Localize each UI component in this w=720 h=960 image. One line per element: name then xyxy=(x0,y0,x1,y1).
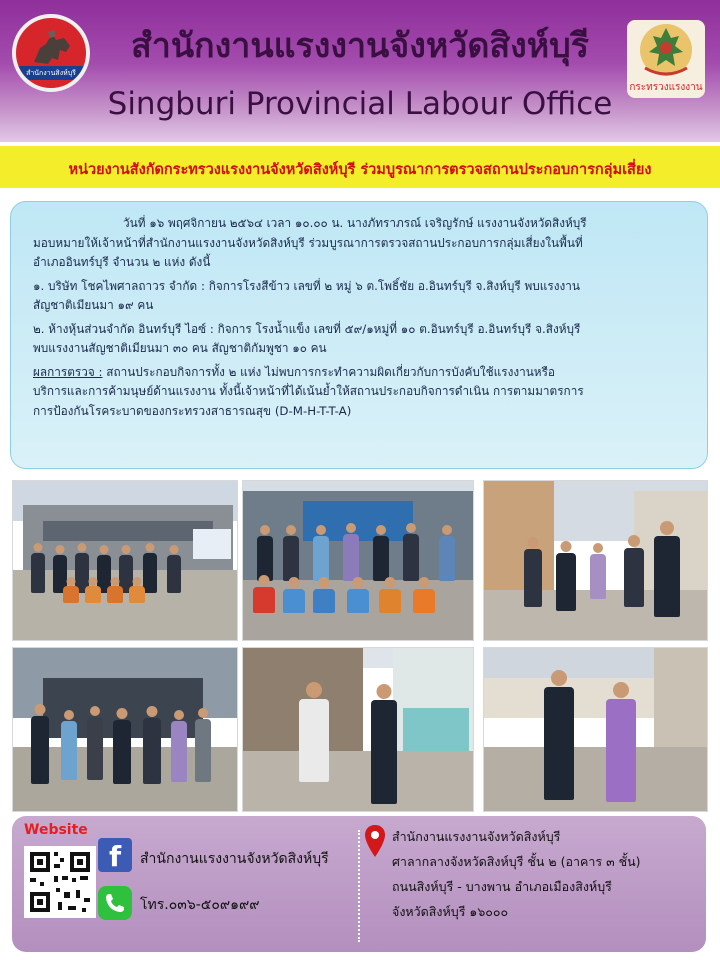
intro-line: อำเภออินทร์บุรี จำนวน ๒ แห่ง ดังนี้ xyxy=(33,255,211,269)
news-body xyxy=(33,214,693,425)
intro-line: วันที่ ๑๖ พฤศจิกายน ๒๕๖๔ เวลา ๑๐.๐๐ น. นางภัทราภรณ์ เจริญรักษ์ แรงงานจังหวัดสิงห์บุรี xyxy=(123,216,587,230)
item-line: สัญชาติเมียนมา ๑๙ คน xyxy=(33,298,154,312)
website-label: Website xyxy=(24,822,88,838)
inspection-photo xyxy=(242,647,474,812)
item-1 xyxy=(33,277,693,316)
header-banner xyxy=(0,0,720,142)
ministry-logo xyxy=(627,20,705,98)
address-line: สำนักงานแรงงานจังหวัดสิงห์บุรี xyxy=(392,829,561,844)
logo-right-text: กระทรวงแรงงาน xyxy=(629,82,703,93)
page-title-thai: สำนักงานแรงงานจังหวัดสิงห์บุรี xyxy=(130,26,590,66)
warrior-horse-icon xyxy=(30,28,74,68)
ministry-emblem-icon xyxy=(627,20,705,82)
address-line: ถนนสิงห์บุรี - บางพาน อำเภอเมืองสิงห์บุรี xyxy=(392,879,612,894)
inspection-photo xyxy=(12,480,238,641)
inspection-photo xyxy=(483,647,708,812)
result-line: บริการและการค้ามนุษย์ด้านแรงงาน ทั้งนี้เจ้าหน้าที่ได้เน้นย้ำให้สถานประกอบกิจการดำเนิน การตามมาตรการ xyxy=(33,384,584,398)
inspection-photo xyxy=(483,480,708,641)
item-2 xyxy=(33,320,693,359)
item-line: พบแรงงานสัญชาติเมียนมา ๓๐ คน สัญชาติกัมพูชา ๑๐ คน xyxy=(33,341,327,355)
headline-text: หน่วยงานสังกัดกระทรวงแรงงานจังหวัดสิงห์บุรี ร่วมบูรณาการตรวจสถานประกอบการกลุ่มเสี่ยง xyxy=(68,162,652,178)
location-pin-icon xyxy=(364,824,386,858)
office-address xyxy=(392,824,641,924)
inspection-photo xyxy=(242,480,474,641)
intro-paragraph xyxy=(33,214,693,273)
content-box xyxy=(10,201,708,469)
logo-left-text: สำนักงานสิงห์บุรี xyxy=(26,69,76,77)
facebook-page-link[interactable]: สำนักงานแรงงานจังหวัดสิงห์บุรี xyxy=(140,851,329,867)
result-paragraph xyxy=(33,363,693,422)
page-title-english: Singburi Provincial Labour Office xyxy=(107,86,613,122)
address-line: จังหวัดสิงห์บุรี ๑๖๐๐๐ xyxy=(392,904,509,919)
headline-bar xyxy=(0,146,720,188)
facebook-icon[interactable]: f xyxy=(98,838,132,872)
phone-icon xyxy=(98,886,132,920)
inspection-photo xyxy=(12,647,238,812)
qr-code-icon[interactable] xyxy=(24,846,96,918)
address-line: ศาลากลางจังหวัดสิงห์บุรี ชั้น ๒ (อาคาร ๓ ชั้น) xyxy=(392,854,641,869)
item-line: ๑. บริษัท โชคไพศาลถาวร จำกัด : กิจการโรงสีข้าว เลขที่ ๒ หมู่ ๖ ต.โพธิ์ชัย อ.อินทร์บุรี จ.สิงห์บุรี พบแรงงาน xyxy=(33,278,580,293)
footer-divider xyxy=(358,830,360,942)
phone-number[interactable]: โทร.๐๓๖-๕๐๙๑๙๙ xyxy=(140,897,260,913)
office-logo xyxy=(12,14,90,92)
result-label: ผลการตรวจ : xyxy=(33,364,103,379)
result-line: การป้องกันโรคระบาดของกระทรวงสาธารณสุข (D-M-H-T-T-A) xyxy=(33,403,352,418)
result-line: สถานประกอบกิจการทั้ง ๒ แห่ง ไม่พบการกระทำความผิดเกี่ยวกับการบังคับใช้แรงงานหรือ xyxy=(102,364,556,379)
intro-line: มอบหมายให้เจ้าหน้าที่สำนักงานแรงงานจังหวัดสิงห์บุรี ร่วมบูรณาการตรวจสถานประกอบการกลุ่มเสี่ยงในพื้นที่ xyxy=(33,235,583,250)
footer-contact xyxy=(12,816,706,952)
item-line: ๒. ห้างหุ้นส่วนจำกัด อินทร์บุรี ไอซ์ : กิจการ โรงน้ำแข็ง เลขที่ ๕๙/๑หมู่ที่ ๑๐ ต.อินทร์บุรี อ.อินทร์บุรี จ.สิงห์บุรี xyxy=(33,321,581,336)
